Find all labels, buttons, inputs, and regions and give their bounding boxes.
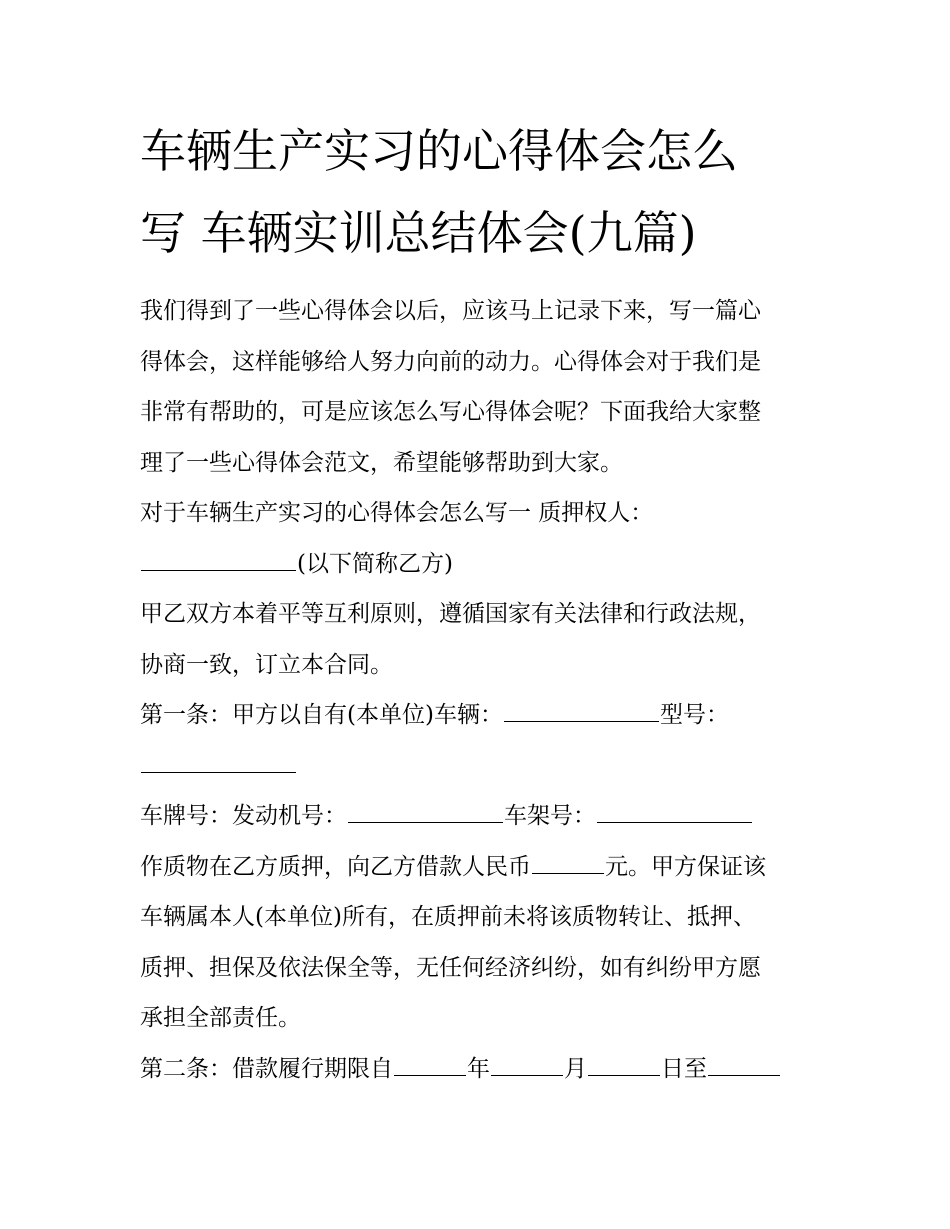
- principle-line-1: 甲乙双方本着平等互利原则，遵循国家有关法律和行政法规，: [140, 601, 761, 627]
- pledge-line-1b: 元。甲方保证该: [605, 853, 766, 880]
- article2-month: 月: [564, 1055, 587, 1082]
- blank-field-engine-number: [348, 821, 503, 823]
- article2-day-to: 日至: [661, 1055, 707, 1082]
- article2-line: [140, 1044, 812, 1095]
- pledge-line-4: 承担全部责任。: [140, 1005, 301, 1031]
- section1-heading: 对于车辆生产实习的心得体会怎么写一 质押权人：: [140, 500, 654, 526]
- section1-abbrev-line: [140, 539, 812, 590]
- blank-field-pledgee: [141, 569, 296, 571]
- blank-field-vehicle: [504, 720, 659, 722]
- article1-prefix: 第一条：甲方以自有(本单位)车辆：: [140, 702, 503, 728]
- intro-line-2: 得体会，这样能够给人努力向前的动力。心得体会对于我们是: [140, 348, 761, 375]
- blank-field-start-month: [491, 1074, 563, 1076]
- title-line-1: 车辆生产实习的心得体会怎么: [140, 124, 738, 178]
- pledge-line-1a: 作质物在乙方质押，向乙方借款人民币: [140, 853, 531, 880]
- plate-label: 车牌号：发动机号：: [140, 803, 347, 829]
- article1-line-2: [140, 741, 812, 792]
- pledge-line-3: 质押、担保及依法保全等，无任何经济纠纷，如有纠纷甲方愿: [140, 954, 761, 981]
- article2-year: 年: [467, 1055, 490, 1082]
- pledge-paragraph: [140, 842, 812, 1044]
- title-line-2: 写 车辆实训总结体会(九篇): [140, 206, 697, 260]
- blank-field-model: [141, 771, 296, 773]
- section1-abbrev: (以下简称乙方): [297, 550, 453, 577]
- intro-line-1: 我们得到了一些心得体会以后，应该马上记录下来，写一篇心: [140, 298, 761, 324]
- article2-paragraph: [140, 1044, 812, 1095]
- principle-line-2: 协商一致，订立本合同。: [140, 651, 393, 678]
- blank-field-frame-number: [597, 821, 752, 823]
- article2-prefix: 第二条：借款履行期限自: [140, 1055, 393, 1082]
- document-page: [140, 110, 812, 1094]
- article1-line-1: [140, 690, 812, 741]
- blank-field-end-year: [708, 1074, 780, 1076]
- intro-paragraph: [140, 286, 812, 488]
- frame-label: 车架号：: [504, 803, 596, 829]
- blank-field-start-day: [588, 1074, 660, 1076]
- intro-line-3: 非常有帮助的，可是应该怎么写心得体会呢？下面我给大家整: [140, 399, 761, 425]
- principle-paragraph: [140, 589, 812, 690]
- intro-line-4: 理了一些心得体会范文，希望能够帮助到大家。: [140, 449, 623, 476]
- document-title: [140, 110, 812, 274]
- plate-paragraph: [140, 791, 812, 842]
- pledge-line-2: 车辆属本人(本单位)所有，在质押前未将该质物转让、抵押、: [140, 904, 756, 930]
- blank-field-amount: [532, 872, 604, 874]
- pledge-line-1: [140, 842, 812, 893]
- article1-paragraph: [140, 690, 812, 791]
- blank-field-start-year: [394, 1074, 466, 1076]
- article1-model-label: 型号：: [659, 702, 729, 728]
- section1-paragraph: [140, 488, 812, 589]
- plate-line: [140, 791, 812, 842]
